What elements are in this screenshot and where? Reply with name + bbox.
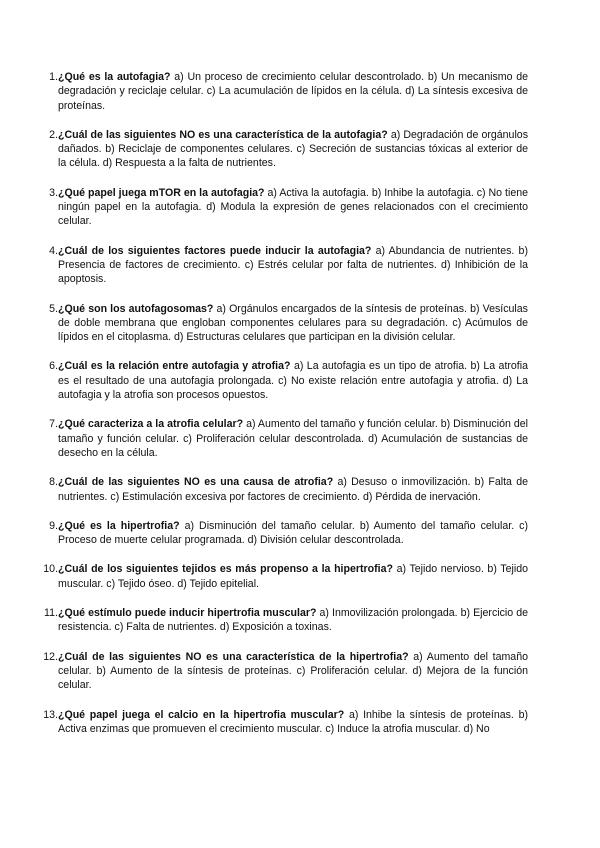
question-number: 10. [43,563,58,576]
question-number: 2. [49,128,58,141]
question-number: 6. [49,360,58,373]
question-options: a) Activa la autofagia. b) Inhibe la autofagia. c) No tiene ningún papel en la autofagia. d) Modula la expresión de genes relacionados con el crecimiento celular. [58,186,529,228]
question-item [38,186,528,229]
question-item [38,650,528,693]
question-options: a) Orgánulos encargados de la síntesis de proteínas. b) Vesículas de doble membrana que engloban componentes celulares para su degradación. c) Acúmulos de lípidos en el citoplasma. d) Estructuras celulares que participan en la división celular. [58,302,528,344]
question-options: a) Desuso o inmovilización. b) Falta de nutrientes. c) Estimulación excesiva por factores de crecimiento. d) Pérdida de inervación. [58,476,528,503]
question-item [38,70,528,113]
question-item [38,128,528,171]
question-body [58,128,528,171]
question-options: a) Un proceso de crecimiento celular descontrolado. b) Un mecanismo de degradación y reciclaje celular. c) La acumulación de lípidos en la célula. d) La síntesis excesiva de proteínas. [58,71,528,112]
question-text: ¿Qué es la autofagia? [58,71,171,83]
question-options: a) Tejido nervioso. b) Tejido muscular. c) Tejido óseo. d) Tejido epitelial. [58,563,528,590]
question-item [38,302,528,345]
question-body [58,708,528,737]
question-body [58,302,528,345]
question-text: ¿Qué papel juega el calcio en la hipertrofia muscular? [58,708,345,721]
question-options: a) Abundancia de nutrientes. b) Presencia de factores de crecimiento. c) Estrés celular por falta de nutrientes. d) Inhibición de la apoptosis. [58,244,528,286]
question-item [38,606,528,635]
question-body [58,417,528,460]
question-item [38,708,528,737]
question-text: ¿Cuál de las siguientes NO es una característica de la autofagia? [58,128,388,141]
question-options: a) La autofagia es un tipo de atrofia. b) La atrofia es el resultado de una autofagia prolongada. c) No existe relación entre autofagia y atrofia. d) La autofagia y la atrofia son procesos opuestos. [58,360,528,402]
question-item [38,359,528,402]
question-text: ¿Cuál de los siguientes factores puede inducir la autofagia? [58,244,372,257]
question-item [38,519,528,548]
question-item [38,244,528,287]
question-options: a) Aumento del tamaño y función celular. b) Disminución del tamaño y función celular. c) Proliferación celular descontrolada. d) Acumulación de sustancias de desecho en la célula. [58,418,528,459]
question-options: a) Inhibe la síntesis de proteínas. b) Activa enzimas que promueven el crecimiento muscular. c) Induce la atrofia muscular. d) No [58,708,529,735]
question-number: 12. [43,650,58,663]
question-options: a) Inmovilización prolongada. b) Ejercicio de resistencia. c) Falta de nutrientes. d) Exposición a toxinas. [58,607,528,634]
question-text: ¿Cuál de las siguientes NO es una característica de la hipertrofia? [58,650,409,663]
question-body [58,606,528,635]
question-number: 9. [49,519,58,532]
question-list [38,70,528,736]
question-text: ¿Qué son los autofagosomas? [58,302,214,315]
question-body [58,359,528,402]
question-body [58,519,528,548]
question-text: ¿Cuál de las siguientes NO es una causa de atrofia? [58,476,334,489]
question-text: ¿Qué es la hipertrofia? [58,519,180,532]
question-number: 13. [43,708,58,721]
question-text: ¿Qué papel juega mTOR en la autofagia? [58,186,265,199]
question-number: 1. [49,71,58,83]
question-body [58,650,528,693]
question-item [38,417,528,460]
question-body [58,475,528,504]
question-number: 11. [44,607,58,620]
question-text: ¿Cuál es la relación entre autofagia y atrofia? [58,360,291,373]
question-item [38,475,528,504]
question-number: 8. [49,476,58,489]
question-text: ¿Qué estímulo puede inducir hipertrofia muscular? [58,607,317,620]
question-body [58,244,528,287]
question-text: ¿Cuál de los siguientes tejidos es más propenso a la hipertrofia? [58,563,393,576]
question-number: 5. [49,302,58,315]
question-number: 7. [49,418,58,431]
question-number: 4. [49,244,58,257]
question-options: a) Aumento del tamaño celular. b) Aumento de la síntesis de proteínas. c) Proliferación celular. d) Mejora de la función celular. [58,650,528,692]
question-body [58,70,528,113]
question-body [58,562,528,591]
question-number: 3. [49,186,58,199]
question-text: ¿Qué caracteriza a la atrofia celular? [58,418,244,431]
question-item [38,562,528,591]
question-body [58,186,528,229]
question-options: a) Disminución del tamaño celular. b) Aumento del tamaño celular. c) Proceso de muerte celular programada. d) División celular descontrolada. [58,519,528,547]
question-options: a) Degradación de orgánulos dañados. b) Reciclaje de componentes celulares. c) Secreción de sustancias tóxicas al exterior de la célula. d) Respuesta a la falta de nutrientes. [58,128,528,170]
